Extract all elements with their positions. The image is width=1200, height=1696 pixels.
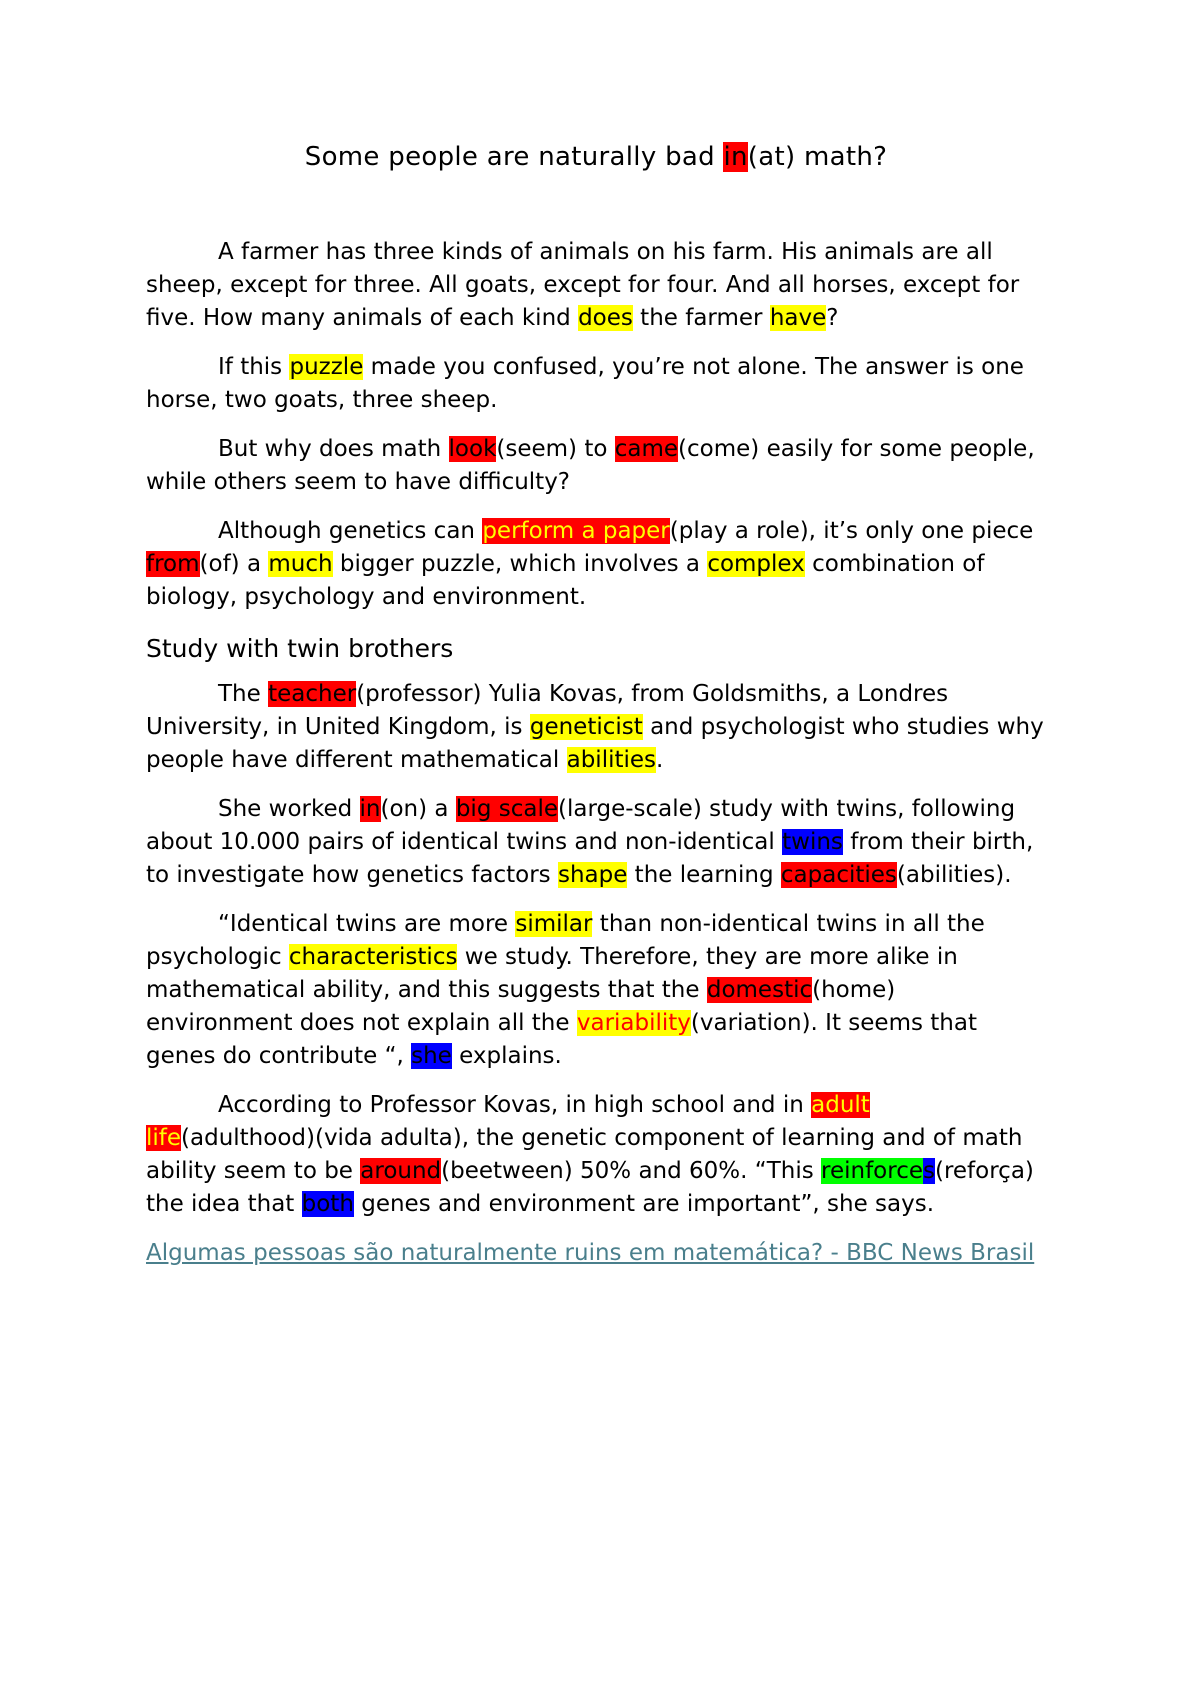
- text: the learning: [627, 862, 781, 888]
- text: (of) a: [199, 551, 269, 577]
- highlight-red: came: [614, 436, 679, 462]
- text: But why does math: [218, 436, 449, 462]
- highlight-red: in: [723, 142, 748, 172]
- highlight-red: teacher: [268, 681, 357, 707]
- highlight-red: domestic: [706, 977, 813, 1003]
- text: than non-identical twins in all the psychologic: [146, 911, 985, 970]
- highlight-blue: s: [923, 1158, 935, 1184]
- text: (reforça) the idea that: [146, 1158, 1034, 1217]
- text: genes and environment are important”, she says.: [353, 1191, 935, 1217]
- text: She worked: [218, 796, 360, 822]
- text: (adulthood)(vida adulta), the genetic component of learning and of math ability seem to be: [146, 1125, 1023, 1184]
- paragraph-7: [146, 908, 1046, 1073]
- highlight-yellow: abilities: [566, 747, 657, 773]
- highlight-yellow: puzzle: [289, 354, 364, 380]
- text: .: [656, 747, 664, 773]
- text: (beetween) 50% and 60%. “This: [441, 1158, 822, 1184]
- text: (seem) to: [496, 436, 615, 462]
- text: explains.: [451, 1043, 562, 1069]
- highlight-red: capacities: [780, 862, 897, 888]
- text: (variation). It seems that genes do contribute “,: [146, 1010, 977, 1069]
- text: ?: [826, 305, 839, 331]
- text: A farmer has three kinds of animals on his farm. His animals are all sheep, except for three. All goats, except for four. And all horses, except for five. How many animals of each kind: [146, 239, 1020, 331]
- highlight-yellow: characteristics: [288, 944, 458, 970]
- highlight-red: perform a paper: [482, 518, 670, 544]
- paragraph-2: [146, 351, 1046, 417]
- text: (professor) Yulia Kovas, from Goldsmiths, a Londres University, in United Kingdom, is: [146, 681, 949, 740]
- highlight-yellow: much: [268, 551, 333, 577]
- paragraph-1: [146, 236, 1046, 335]
- text: combination of biology, psychology and environment.: [146, 551, 985, 610]
- highlight-blue: both: [301, 1191, 354, 1217]
- source-link[interactable]: Algumas pessoas são naturalmente ruins em matemática? - BBC News Brasil: [146, 1240, 1035, 1266]
- section-heading: Study with twin brothers: [146, 634, 454, 663]
- text: from their birth, to investigate how genetics factors: [146, 829, 1034, 888]
- text: Although genetics can: [218, 518, 483, 544]
- paragraph-4: [146, 515, 1046, 614]
- highlight-yellow: geneticist: [529, 714, 643, 740]
- text: we study. Therefore, they are more alike in mathematical ability, and this suggests that the: [146, 944, 958, 1003]
- highlight-red: look: [448, 436, 497, 462]
- highlight-yellow: complex: [707, 551, 805, 577]
- highlight-green: reinforce: [821, 1158, 923, 1184]
- highlight-yellow: does: [578, 305, 633, 331]
- highlight-red: big scale: [455, 796, 558, 822]
- paragraph-3: [146, 433, 1046, 499]
- text: “Identical twins are more: [218, 911, 516, 937]
- text: According to Professor Kovas, in high school and in: [218, 1092, 812, 1118]
- highlight-red: around: [360, 1158, 442, 1184]
- text: (on) a: [380, 796, 456, 822]
- highlight-blue: twins: [782, 829, 843, 855]
- text: the farmer: [632, 305, 770, 331]
- highlight-red: adult life: [146, 1092, 870, 1151]
- highlight-red: in: [359, 796, 381, 822]
- paragraph-6: [146, 793, 1046, 892]
- title-text: Some people are naturally bad: [304, 142, 724, 172]
- paragraph-8: [146, 1089, 1046, 1221]
- text: If this: [218, 354, 290, 380]
- text: bigger puzzle, which involves a: [332, 551, 708, 577]
- text: (come) easily for some people, while others seem to have difficulty?: [146, 436, 1035, 495]
- text: (home) environment does not explain all the: [146, 977, 896, 1036]
- document-page: [146, 140, 1046, 1270]
- text: (abilities).: [896, 862, 1012, 888]
- highlight-yellow: similar: [515, 911, 593, 937]
- paragraph-5: [146, 678, 1046, 777]
- text: and psychologist who studies why people have different mathematical: [146, 714, 1044, 773]
- highlight-yellow: shape: [557, 862, 628, 888]
- text: made you confused, you’re not alone. The answer is one horse, two goats, three sheep.: [146, 354, 1024, 413]
- document-title: [146, 140, 1046, 174]
- text: The: [218, 681, 269, 707]
- highlight-red: from: [146, 551, 200, 577]
- text: (play a role), it’s only one piece: [669, 518, 1034, 544]
- highlight-yellow: variability: [576, 1010, 691, 1036]
- title-text: (at) math?: [747, 142, 888, 172]
- text: (large-scale) study with twins, following about 10.000 pairs of identical twins and non-identical: [146, 796, 1016, 855]
- highlight-yellow: have: [769, 305, 827, 331]
- highlight-blue: she: [411, 1043, 452, 1069]
